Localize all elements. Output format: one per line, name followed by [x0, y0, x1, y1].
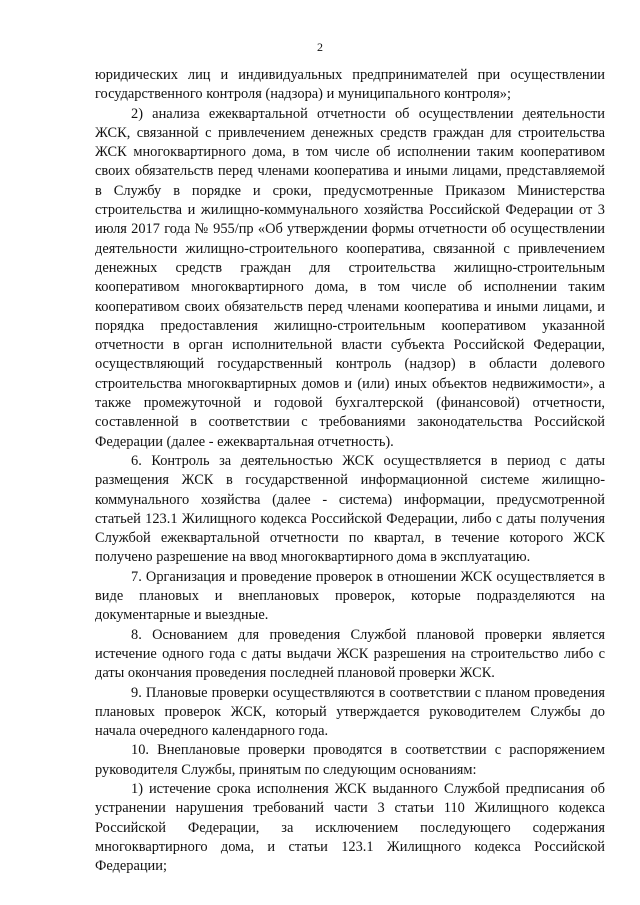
paragraph-clause-10: 10. Внеплановые проверки проводятся в соответствии с распоряжением руководителя Службы, принятым по следующим основаниям:	[95, 742, 605, 778]
paragraph-clause-7: 7. Организация и проведение проверок в отношении ЖСК осуществляется в виде плановых и внеплановых проверок, которые подразделяются на документарные и выездные.	[95, 568, 605, 624]
paragraph-clause-6: 6. Контроль за деятельностью ЖСК осуществляется в период с даты размещения ЖСК в государственной информационной системе жилищно-коммунального хозяйства (далее - система) информации, предусмотренной статьей 123.1 Жилищного кодекса Российской Федерации, либо с даты получения Службой ежеквартальной отчетности по квартал, в течение которого ЖСК получено разрешение на ввод многоквартирного дома в эксплуатацию.	[95, 452, 605, 566]
paragraph-clause-9: 9. Плановые проверки осуществляются в соответствии с планом проведения плановых проверок ЖСК, который утверждается руководителем Службы до начала очередного календарного года.	[95, 684, 605, 740]
document-body	[95, 66, 605, 876]
paragraph-clause-8: 8. Основанием для проведения Службой плановой проверки является истечение одного года с даты выдачи ЖСК разрешения на строительство либо с даты окончания проведения последней плановой проверки ЖСК.	[95, 626, 605, 682]
paragraph-continuation: юридических лиц и индивидуальных предпринимателей при осуществлении государственного контроля (надзора) и муниципального контроля»;	[95, 67, 605, 103]
paragraph-item-2: 2) анализа ежеквартальной отчетности об осуществлении деятельности ЖСК, связанной с привлечением денежных средств граждан для строительства ЖСК многоквартирного дома, в том числе об исполнении таким кооперативом своих обязательств перед членами кооператива и иными лицами, представляемой в Службу в порядке и сроки, предусмотренные Приказом Министерства строительства и жилищно-коммунального хозяйства Российской Федерации от 3 июля 2017 года № 955/пр «Об утверждении формы отчетности об осуществлении деятельности жилищно-строительного кооператива, связанной с привлечением денежных средств граждан для строительства жилищно-строительным кооперативом многоквартирного дома, в том числе об исполнении таким кооперативом своих обязательств перед членами кооператива и иными лицами, и порядка предоставления жилищно-строительным кооперативом указанной отчетности в орган исполнительной власти субъекта Российской Федерации, осуществляющий государственный контроль (надзор) в области долевого строительства многоквартирных домов и (или) иных объектов недвижимости», а также промежуточной и годовой бухгалтерской (финансовой) отчетности, составленной в соответствии с требованиями законодательства Российской Федерации (далее - ежеквартальная отчетность).	[95, 105, 605, 450]
paragraph-subitem-1: 1) истечение срока исполнения ЖСК выданного Службой предписания об устранении нарушения требований части 3 статьи 110 Жилищного кодекса Российской Федерации, за исключением последующего содержания многоквартирного дома, и статьи 123.1 Жилищного кодекса Российской Федерации;	[95, 780, 605, 875]
page-number: 2	[317, 40, 323, 54]
